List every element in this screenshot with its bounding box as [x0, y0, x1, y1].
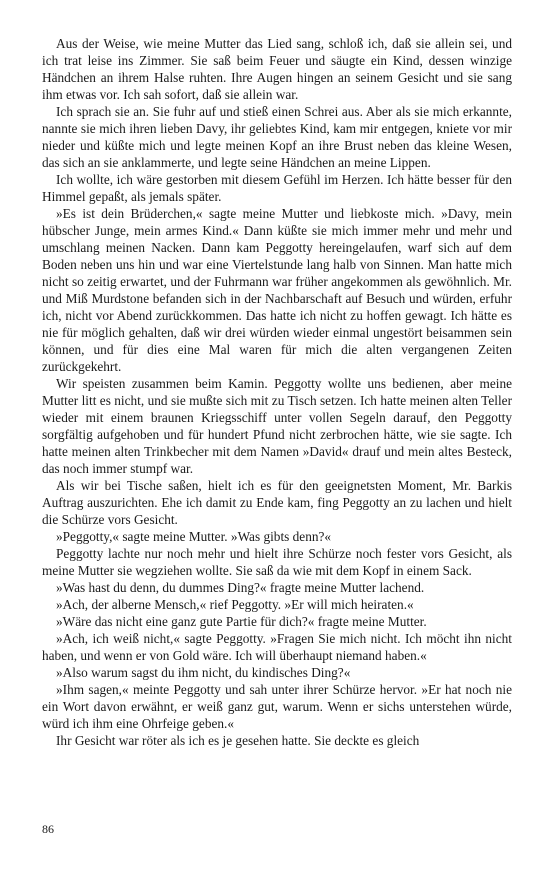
paragraph: Als wir bei Tische saßen, hielt ich es für den geeignetsten Moment, Mr. Barkis Auftrag auszurichten. Ehe ich damit zu Ende kam, fing Peggotty an zu lachen und hielt die Schürze vors Gesicht.	[42, 478, 512, 527]
paragraph: »Es ist dein Brüderchen,« sagte meine Mutter und liebkoste mich. »Davy, mein hübscher Junge, mein armes Kind.« Dann küßte sie mich immer mehr und mehr und umschlang meinen Nacken. Dann kam Peggotty hereingelaufen, warf sich auf dem Boden neben uns hin und war eine Viertelstunde lang halb von Sinnen. Man hatte mich nicht so zeitig erwartet, und der Fuhrmann war früher angekommen als gewöhnlich. Mr. und Miß Murdstone befanden sich in der Nachbarschaft auf Besuch und würden, erfuhr ich, nicht vor Abend zurückkommen. Das hatte ich nicht zu hoffen gewagt. Ich hätte es nie für möglich gehalten, daß wir drei würden wieder einmal ungestört beisammen sein können, und für dies eine Mal waren für mich die alten vergangenen Zeiten zurückgekehrt.	[42, 206, 512, 374]
paragraph: Ihr Gesicht war röter als ich es je gesehen hatte. Sie deckte es gleich	[56, 733, 420, 748]
paragraph: Wir speisten zusammen beim Kamin. Peggotty wollte uns bedienen, aber meine Mutter litt es nicht, und sie mußte sich mit zu Tisch setzen. Ich hatte meinen alten Teller wieder mit einem braunen Kriegsschiff unter vollen Segeln darauf, den Peggotty sorgfältig aufgehoben und für hundert Pfund nicht zerbrochen hätte, wie sie sagte. Ich hatte meinen alten Trinkbecher mit dem Namen »David« drauf und mein altes Besteck, das noch immer stumpf war.	[42, 376, 512, 476]
paragraph: »Peggotty,« sagte meine Mutter. »Was gibts denn?«	[56, 529, 332, 544]
paragraph: »Ihm sagen,« meinte Peggotty und sah unter ihrer Schürze hervor. »Er hat noch nie ein Wort davon erwähnt, er weiß ganz gut, warum. Wenn er sichs unterstehen würde, würd ich ihm eine Ohrfeige geben.«	[42, 682, 512, 731]
page-body	[42, 35, 512, 749]
paragraph: »Also warum sagst du ihm nicht, du kindisches Ding?«	[56, 665, 351, 680]
paragraph: »Ach, der alberne Mensch,« rief Peggotty. »Er will mich heiraten.«	[56, 597, 414, 612]
paragraph: Ich wollte, ich wäre gestorben mit diesem Gefühl im Herzen. Ich hätte besser für den Himmel gepaßt, als jemals später.	[42, 172, 512, 204]
paragraph: »Was hast du denn, du dummes Ding?« fragte meine Mutter lachend.	[56, 580, 425, 595]
page-number: 86	[42, 822, 54, 836]
paragraph: »Wäre das nicht eine ganz gute Partie für dich?« fragte meine Mutter.	[56, 614, 427, 629]
paragraph: Peggotty lachte nur noch mehr und hielt ihre Schürze noch fester vors Gesicht, als meine Mutter sie wegziehen wollte. Sie saß da wie mit dem Kopf in einem Sack.	[42, 546, 512, 578]
paragraph: »Ach, ich weiß nicht,« sagte Peggotty. »Fragen Sie mich nicht. Ich möcht ihn nicht haben, und wenn er von Gold wäre. Ich will überhaupt niemand haben.«	[42, 631, 512, 663]
paragraph: Aus der Weise, wie meine Mutter das Lied sang, schloß ich, daß sie allein sei, und ich trat leise ins Zimmer. Sie saß beim Feuer und säugte ein Kind, dessen winzige Händchen an ihrem Halse ruhten. Ihre Augen hingen an seinem Gesicht und sie sang ihm etwas vor. Ich sah sofort, daß sie allein war.	[42, 36, 512, 102]
paragraph: Ich sprach sie an. Sie fuhr auf und stieß einen Schrei aus. Aber als sie mich erkannte, nannte sie mich ihren lieben Davy, ihr geliebtes Kind, kam mir entgegen, kniete vor mir nieder und küßte mich und legte meinen Kopf an ihre Brust neben das kleine Wesen, das sich an sie anklammerte, und legte seine Händchen an meine Lippen.	[42, 104, 512, 170]
